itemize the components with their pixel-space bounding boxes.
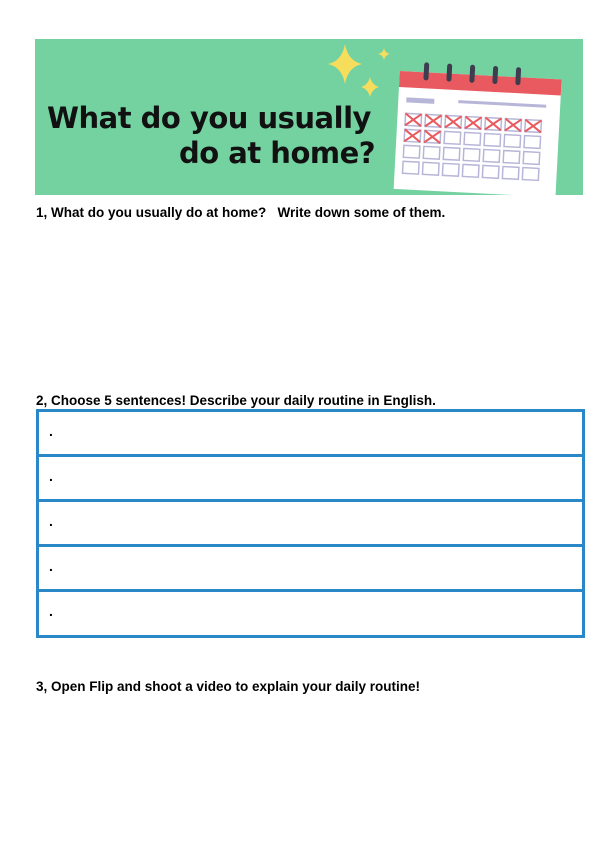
question-1: 1, What do you usually do at home? Write down some of them. [36,205,446,220]
question-2: 2, Choose 5 sentences! Describe your daily routine in English. [36,393,436,408]
answer-row[interactable] [39,412,582,457]
bullet: . [49,603,53,619]
answer-row[interactable] [39,502,582,547]
answer-row[interactable] [39,547,582,592]
banner-title-line2: do at home? [179,136,376,170]
bullet: . [49,558,53,574]
answer-row[interactable] [39,592,582,637]
answer-box [36,409,585,638]
bullet: . [49,468,53,484]
bullet: . [49,423,53,439]
header-banner [35,39,583,195]
bullet: . [49,513,53,529]
calendar-icon [385,57,565,195]
banner-title-line1: What do you usually [47,101,371,135]
banner-title [47,101,377,171]
question-3: 3, Open Flip and shoot a video to explain your daily routine! [36,679,421,694]
answer-row[interactable] [39,457,582,502]
